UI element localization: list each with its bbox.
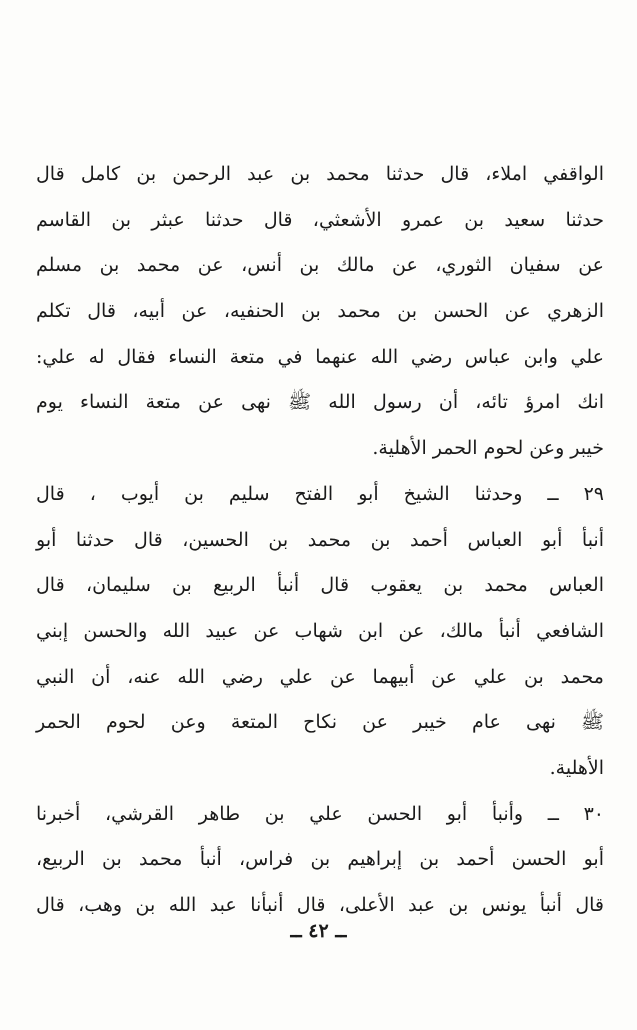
text-line: عن سفيان الثوري، عن مالك بن أنس، عن محمد بن مسلم xyxy=(36,254,604,277)
text-line: الأهلية. xyxy=(549,756,604,779)
text-line: محمد بن علي عن أبيهما عن علي رضي الله عنه، أن النبي xyxy=(36,665,604,688)
text-line: أبو الحسن أحمد بن إبراهيم بن فراس، أنبأ محمد بن الربيع، xyxy=(36,848,604,871)
text-line: ٢٩ ــ وحدثنا الشيخ أبو الفتح سليم بن أيوب ، قال xyxy=(36,482,604,505)
text-line: الزهري عن الحسن بن محمد بن الحنفيه، عن أبيه، قال تكلم xyxy=(36,300,604,323)
text-line: علي وابن عباس رضي الله عنهما في متعة النساء فقال له علي: xyxy=(36,345,604,368)
text-line: الواقفي املاء، قال حدثنا محمد بن عبد الرحمن بن كامل قال xyxy=(36,163,604,185)
text-line: أنبأ أبو العباس أحمد بن محمد بن الحسين، قال حدثنا أبو xyxy=(36,528,604,551)
text-line: قال أنبأ يونس بن عبد الأعلى، قال أنبأنا عبد الله بن وهب، قال xyxy=(36,894,604,916)
text-line: حدثنا سعيد بن عمرو الأشعثي، قال حدثنا عبثر بن القاسم xyxy=(36,208,604,231)
text-line: العباس محمد بن يعقوب قال أنبأ الربيع بن سليمان، قال xyxy=(36,574,604,597)
text-line: الشافعي أنبأ مالك، عن ابن شهاب عن عبيد الله والحسن إبني xyxy=(36,619,604,642)
text-line: ٣٠ ــ وأنبأ أبو الحسن علي بن طاهر القرشي، أخبرنا xyxy=(36,802,604,825)
body-text xyxy=(36,152,604,929)
text-line: انك امرؤ تائه، أن رسول الله ﷺ نهى عن متعة النساء يوم xyxy=(36,391,604,414)
page-number: ــ ٤٢ ــ xyxy=(290,920,347,942)
text-line: خيبر وعن لحوم الحمر الأهلية. xyxy=(372,437,604,460)
text-line: ﷺ نهى عام خيبر عن نكاح المتعة وعن لحوم الحمر xyxy=(36,711,604,734)
